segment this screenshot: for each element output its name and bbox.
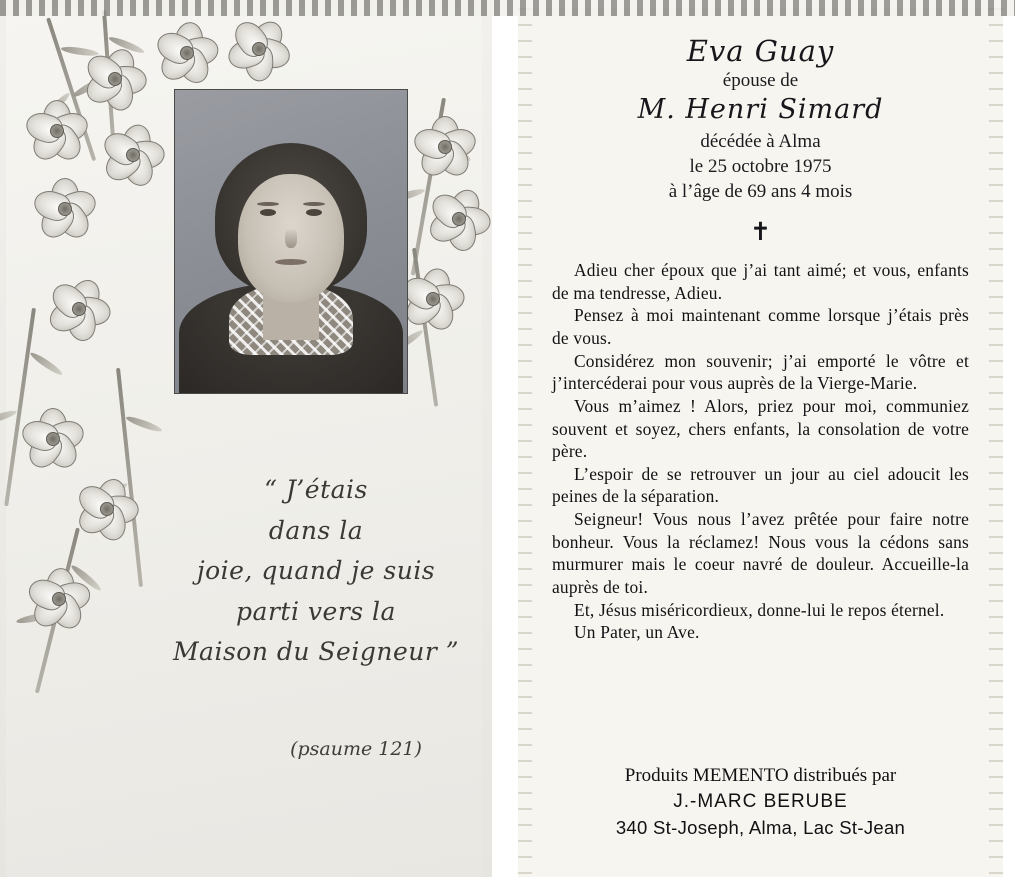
prayer-paragraph: Seigneur! Vous nous l’avez prêtée pour faire notre bonheur. Vous la réclamez! Nous vous la cédons sans murmurer mais le coeur navré de douleur. Accueille-la auprès de toi.	[552, 509, 969, 597]
flower-icon	[228, 18, 288, 78]
page-gutter	[492, 0, 508, 885]
verse-line: “ J’étais	[264, 475, 368, 504]
right-page-surface	[518, 8, 1003, 877]
portrait-eye-left	[260, 209, 276, 216]
flower-icon	[34, 178, 94, 238]
scan-edge-top	[0, 0, 1015, 16]
flower-icon	[428, 188, 488, 248]
flower-icon	[156, 22, 216, 82]
scan-edge-bottom	[0, 877, 1015, 885]
prayer-paragraph: Un Pater, un Ave.	[574, 622, 700, 643]
leaf-spray-icon	[412, 248, 438, 407]
card-left-page	[0, 0, 492, 885]
prayer-paragraph: L’espoir de se retrouver un jour au ciel adoucit les peines de la séparation.	[552, 463, 969, 507]
death-date: le 25 octobre 1975	[689, 156, 832, 178]
prayer-paragraph: Adieu cher époux que j’ai tant aimé; et vous, enfants de ma tendresse, Adieu.	[552, 260, 969, 303]
portrait-brow-left	[257, 202, 279, 206]
leaf-spray-icon	[4, 308, 36, 507]
verse-line: Maison du Seigneur ”	[172, 637, 460, 666]
flower-icon	[22, 408, 82, 468]
relation-label: épouse de	[722, 70, 799, 91]
portrait-photo	[174, 89, 408, 394]
death-place: décédée à Alma	[700, 131, 821, 152]
prayer-text	[552, 259, 969, 644]
leaf-spray-icon	[411, 98, 446, 276]
portrait-nose	[285, 228, 297, 248]
flower-icon	[26, 100, 86, 160]
flower-icon	[84, 48, 144, 108]
distributor-name: J.-MARC BERUBE	[673, 791, 848, 812]
flower-icon	[414, 116, 474, 176]
prayer-paragraph: Pensez à moi maintenant comme lorsque j’étais près de vous.	[552, 305, 969, 349]
decorative-border-left	[518, 8, 532, 877]
portrait-eye-right	[306, 209, 322, 216]
flower-icon	[402, 268, 462, 328]
portrait-figure	[175, 132, 407, 393]
flower-icon	[28, 568, 88, 628]
printer-credit	[552, 765, 969, 839]
leaf-spray-icon	[102, 10, 115, 140]
portrait-brow-right	[303, 202, 325, 206]
prayer-paragraph: Vous m’aimez ! Alors, priez pour moi, communiez souvent et soyez, chers enfants, la consolation de votre père.	[552, 395, 969, 462]
memorial-verse	[156, 470, 476, 673]
prayer-paragraph: Considérez mon souvenir; j’ai emporté le vôtre et j’intercéderai pour vous auprès de la Vierge-Marie.	[552, 350, 969, 394]
verse-line: joie, quand je suis	[196, 556, 436, 585]
left-page-surface	[6, 8, 482, 879]
verse-line: dans la	[268, 515, 364, 545]
leaf-spray-icon	[116, 368, 143, 587]
flower-icon	[76, 478, 136, 538]
flower-icon	[102, 124, 162, 184]
spouse-name: M. Henri Simard	[637, 94, 884, 125]
printer-product-line: Produits MEMENTO distribués par	[624, 765, 897, 786]
portrait-face	[238, 174, 344, 302]
psalm-reference: (psaume 121)	[290, 738, 422, 760]
leaf-spray-icon	[35, 528, 80, 694]
decorative-border-right	[989, 8, 1003, 877]
leaf-spray-icon	[46, 17, 96, 161]
death-age: à l’âge de 69 ans 4 mois	[668, 181, 853, 203]
flower-icon	[48, 278, 108, 338]
distributor-address: 340 St-Joseph, Alma, Lac St-Jean	[615, 817, 906, 838]
card-right-page	[508, 0, 1015, 885]
portrait-mouth	[275, 259, 307, 265]
deceased-name: Eva Guay	[686, 34, 835, 68]
cross-icon: ✝	[750, 219, 771, 247]
verse-line: parti vers la	[236, 596, 396, 626]
prayer-paragraph: Et, Jésus miséricordieux, donne-lui le repos éternel.	[574, 599, 945, 620]
